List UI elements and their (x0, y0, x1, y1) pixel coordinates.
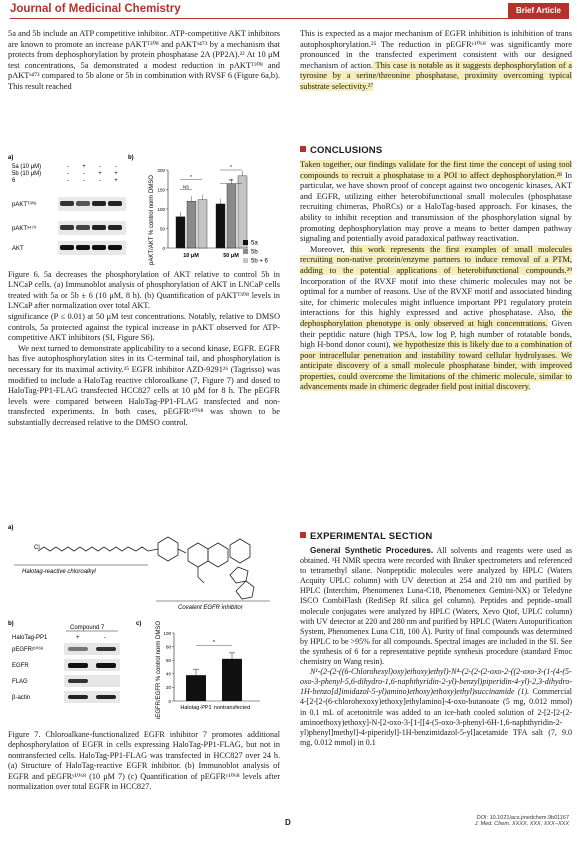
fig6-band (76, 201, 90, 206)
fig6-ylabel: pAKT/AKT % control norm DMSO (149, 175, 155, 265)
fig6-sig-label: ** (229, 178, 233, 185)
fig7-panel-c-label: c) (136, 621, 142, 627)
fig6-y-tick-label: 50 (159, 226, 165, 232)
fig7-y-tick-label: 20 (165, 685, 171, 691)
fig6-group-label: 10 μM (183, 253, 199, 259)
fig6-legend-swatch (243, 240, 248, 245)
doi-link[interactable]: DOI: 10.1021/acs.jmedchem.9b01167 (476, 815, 569, 821)
conclusions-body (300, 160, 572, 393)
figure-7 (8, 521, 280, 719)
article-type-badge: Brief Article (508, 3, 569, 18)
fig6-row-5b: 5b (10 μM) (12, 171, 42, 177)
fig6-bar (216, 204, 225, 248)
fig7-y-tick-label: 60 (165, 658, 171, 663)
footer-citation (475, 815, 569, 827)
fig6-band (76, 245, 90, 250)
fig6-y-tick-label: 200 (157, 167, 165, 173)
fig6-sign: - (83, 171, 85, 177)
conclusions-text: Given their peptidic nature (high TPSA, low log P, high number of rotatable bonds, high H-bond donor count), (300, 318, 572, 350)
fig7-ylabel: pEGFR/EGFR % control norm DMSO (156, 620, 162, 719)
compound-name: N¹-(2-(2-((6-Chlorohexyl)oxy)ethoxy)ethyl)-N⁴-(2-(2-(2-oxo-2-((2-oxo-3-(1-(4-(5-oxo-3-phenyl-5,6-dihydro-1,6-naphthyridin-2-yl)-benzyl)piperidin-4-yl)-2,3-dihydro-1H-benzo[d]imidazol-5-yl)amino)ethoxy)ethoxy)ethyl)succinamide (1). (300, 667, 572, 697)
fig6-legend-swatch (243, 249, 248, 254)
highlight-tyrosine: This case is notable as it suggests dephosphorylation of a tyrosine by a serine/threonine phosphatase, proximity overcoming typical substrate selectivity.²⁷ (300, 60, 572, 91)
fig7-row-label: HaloTag-PP1 (12, 635, 48, 641)
fig6-legend-5b6: 5b + 6 (251, 258, 268, 265)
fig6-sign: - (115, 164, 117, 170)
journal-citation: J. Med. Chem. XXXX, XXX, XXX−XXX (474, 821, 569, 827)
fig7-y-tick-label: 100 (163, 630, 171, 636)
highlight-validate: Taken together, our findings validate for the first time the concept of using tool compounds to recruit a phosphatase to a POI to affect dephosphorylation.²⁸ (300, 160, 572, 180)
paragraph-significance: significance (P ≤ 0.01) at 50 μM test concentrations. Notably, relative to DMSO controls, 5a protected against the typical increase in pAKT observed for ATP-competitive AKT inhibitors (SI, Figure S6). (8, 312, 280, 343)
fig6-sign: + (98, 171, 102, 177)
fig6-band (92, 201, 106, 206)
fig6-legend-5a: 5a (251, 240, 258, 247)
figure-6-caption-text: Figure 6. 5a decreases the phosphorylation of AKT relative to control 5b in LNCaP cells. (a) Immunoblot analysis of phosphorylation of AKT in LNCaP cells treated with 5a or 5b ± 6 (10 μM, 8 h). (b) Quantification of pAKTᵀ³⁰⁸ levels in LNCaP after normalization over total AKT. (8, 270, 280, 311)
fig7-cl-atom: Cl (34, 545, 40, 551)
fig7-row-label: FLAG (12, 679, 28, 685)
fig7-sig-label: * (212, 640, 216, 647)
fig6-band (92, 245, 106, 250)
fig6-legend-5b: 5b (251, 249, 258, 256)
fig6-sign: - (99, 178, 101, 184)
experimental-heading (300, 531, 432, 542)
highlight-hypothesize: we hypothesize this is likely due to a combination of poor intracellular penetration and instability toward cellular hydrolyases. We anticipate discovery of a small molecule phosphatase binder, with improved properties, could overcome the limitations of the chimeric molecule, similar to advancements made in chimeric degrader field post initial discovery. (300, 340, 572, 392)
fig7-chemical-structure (38, 537, 254, 599)
fig7-chloro-label: Halotag-reactive chloroalkyl (22, 569, 96, 575)
fig6-band (108, 245, 122, 250)
fig7-sign: + (76, 635, 80, 641)
fig6-sig-label: NS (182, 184, 190, 190)
fig7-panel-a-label: a) (8, 525, 14, 531)
experimental-body (300, 546, 572, 748)
paragraph-akt-inhibitors: 5a and 5b include an ATP competitive inhibitor. ATP-competitive AKT inhibitors are known to promote an increase pAKTᵀ³⁰⁸ and pAKTˢ⁴⁷³ by a mechanism that protects from dephosphorylation by protein phosphatase 2A (PP2A).²² At 10 μM test concentrations, 5a demonstrated a modest reduction in pAKTᵀ³⁰⁸ and pAKTˢ⁴⁷³ compared to 5b alone or 5b in combination with RVSF 6 (Figure 6a,b). This result reached (8, 29, 280, 91)
fig6-bar (238, 176, 247, 248)
fig7-row-label: pEGFRʸ¹⁰⁶⁸ (12, 647, 44, 653)
fig7-y-tick-label: 40 (165, 671, 171, 677)
fig6-sign: - (67, 178, 69, 184)
fig7-y-tick-label: 80 (165, 644, 171, 650)
fig7-bar (222, 659, 242, 701)
fig7-band (68, 663, 88, 668)
fig7-row-label: β-actin (12, 695, 31, 701)
fig6-band (108, 225, 122, 230)
left-body-paragraphs (8, 312, 280, 429)
conclusions-heading-text: CONCLUSIONS (310, 145, 383, 156)
conclusions-text: Moreover, (310, 244, 351, 254)
fig6-band (108, 201, 122, 206)
compound-text: Commercial 4-[2-[2-(6-chlorohexoxy)ethoxy]ethylamino]-4-oxo-butanoate (5 mg, 0.012 mmol) in 0.1 mL of acetonitrile was added to an ice-bath cooled solution of 2-[2-[2-(2-aminoethoxy)ethoxy]-N-[2-oxo-3-[1-[[4-(5-oxo-3-phenyl-6H-1,6-naphthyridin-2-yl)phenyl]methyl]-4-piperidyl]-1H-benzimidazol-5-yl]acetamide TFA salt (7, 9.0 mg, 0.012 mmol) in 0.1 (300, 687, 572, 747)
conclusions-heading (300, 145, 382, 156)
fig6-band (92, 225, 106, 230)
fig6-sig-label: * (230, 165, 232, 171)
fig6-sig-label: * (190, 174, 192, 181)
fig6-band-label: pAKTˢ⁴⁷³ (12, 226, 36, 232)
fig7-bar (186, 675, 206, 701)
right-intro-paragraph (300, 29, 572, 93)
fig7-sign: - (104, 635, 106, 641)
conclusions-text: In particular, we have shown proof of concept against two oncogenic kinases, AKT and EGFR, utilizing either heterobifunctional small molecules (phosphatase recruiting chimeras, PhoRCs) or a HaloTag-based approach. (300, 170, 572, 212)
highlight-first-examples: this work represents the first examples of small molecules recruiting non-native protein/enzyme partners to induce removal of a PTM, adding to the potential applications of heterobifunctional compounds.²⁹ (300, 244, 573, 275)
fig7-category-label: nontransfected (213, 705, 251, 711)
conclusions-text: For kinases, the ability to inhibit reception and transmission of the phosphorylation signal by promoting dephosphorylation may prove a means to better dampen pathway signaling and potentially avoid paradoxical pathway reactivation. (300, 202, 572, 244)
conclusions-text: Incorporation of the RVXF motif into these chimeric molecules may not be optimal for a number of reasons. Use of the RVXF motif and associated binding site, for chimeric molecules might influence important PP1 regulatory protein interactions for this highly expressed and active phosphatase. Also, (300, 276, 572, 318)
fig6-bar (227, 184, 236, 248)
fig7-y-tick-label: 0 (168, 698, 171, 704)
fig7-egfr-label: Covalent EGFR inhibitor (178, 605, 243, 611)
experimental-heading-text: EXPERIMENTAL SECTION (310, 531, 433, 542)
fig6-y-tick-label: 100 (157, 206, 165, 212)
fig6-panel-a-label: a) (8, 155, 14, 161)
fig6-sign: + (114, 178, 118, 184)
fig6-band-label: AKT (12, 246, 24, 252)
fig6-sign: - (67, 171, 69, 177)
fig6-band (60, 225, 74, 230)
figure-6-graphic (8, 150, 280, 268)
fig6-band-label: pAKTᵀ³⁰⁸ (12, 202, 37, 208)
gsp-title: General Synthetic Procedures. (310, 546, 434, 555)
fig6-bar (187, 201, 196, 248)
fig6-bar-chart (157, 165, 248, 259)
fig6-sign: - (99, 164, 101, 170)
highlight-concentrations: the dephosphorylation phenotype is only observed at high concentrations. (300, 308, 572, 328)
gsp-text: All solvents and reagents were used as obtained. ¹H NMR spectra were recorded with Bruker spectrometers and referenced to tetramethyl silane. Nonpeptidic molecules were analyzed by HPLC (Waters Acquity UPLC column) with UV detection at 254 and 210 nm and purified by HPLC (Interchim, Phenomenex Luna-C18, Phenomenex Gemini-NX) or Teledyne ISCO CombiFlash (RediSep Rf silica gel column). Peptides and peptide–small molecule conjugates were analyzed by HPLC (Waters, Xevo Qtof, UPLC column) with UV detector at 220 and 280 nm and purified by HPLC (Waters Autopurification System, Phenomenex Luna C18, 100 Å). Purity of final compounds was determined by HPLC to be >95% for all compounds. Spectral images are included in the SI. See the synthesis of 6 for a representative peptide synthesis procedure (standard Fmoc chemistry on Wang resin). (300, 546, 573, 667)
figure-7-caption (8, 730, 280, 792)
fig7-band (96, 663, 116, 668)
fig7-category-label: Halotag-PP1 (180, 705, 212, 711)
fig7-bar-chart (163, 631, 260, 711)
fig6-band (76, 225, 90, 230)
fig6-y-tick-label: 150 (157, 187, 165, 193)
page-number: D (285, 818, 291, 827)
fig7-band (68, 647, 88, 651)
fig7-band (96, 647, 116, 651)
fig6-sign: + (114, 171, 118, 177)
figure-7-caption-text: Figure 7. Chloroalkane-functionalized EGFR inhibitor 7 promotes additional dephosphorylation of EGFR in cells expressing HaloTag-PP1-FLAG, but not in nontransfected cells. HaloTag-PP1-FLAG was transfected in HCC827 over 24 h. (a) Structure of HaloTag-reactive EGFR inhibitor. (b) Immunoblot analysis of EGFR and pEGFRʸ¹⁰⁶⁸ (10 μM 7) (c) Quantification of pEGFRʸ¹⁰⁶⁸ levels after normalization over total EGFR in HCC827. (8, 730, 280, 792)
fig7-row-label: EGFR (12, 663, 29, 669)
fig6-band (60, 245, 74, 250)
header-rule (10, 18, 569, 19)
fig6-legend-swatch (243, 258, 248, 263)
left-intro-paragraph (8, 29, 280, 93)
fig7-band (68, 695, 88, 699)
fig6-sign: - (67, 164, 69, 170)
section-square-icon (300, 532, 306, 538)
figure-6 (8, 150, 280, 268)
fig6-bar (198, 200, 207, 248)
fig6-band (60, 201, 74, 206)
fig6-y-tick-label: 0 (162, 245, 165, 251)
paragraph-egfr-mechanism: This is expected as a major mechanism of EGFR inhibition is inhibition of trans autophosphorylation.²⁵ The reduction in pEGFRʸ¹⁰⁶⁸ was significantly more pronounced in the transfected experiment consistent with our designed mechanism of action. (300, 29, 572, 70)
figure-7-graphic (8, 521, 280, 719)
fig7-panel-b-label: b) (8, 621, 14, 627)
fig6-group-label: 50 μM (223, 253, 239, 259)
journal-title: Journal of Medicinal Chemistry (10, 3, 181, 15)
fig7-band (96, 695, 116, 699)
fig6-row-5a: 5a (10 μM) (12, 164, 42, 170)
figure-6-caption (8, 270, 280, 312)
fig6-sign: + (82, 164, 86, 170)
fig6-panel-b-label: b) (128, 155, 134, 161)
fig7-band (68, 679, 88, 683)
page-header (0, 0, 579, 21)
section-square-icon (300, 146, 306, 152)
fig6-sign: - (83, 178, 85, 184)
fig6-bar (176, 217, 185, 248)
fig7-compound-label: Compound 7 (70, 625, 105, 631)
fig6-row-6: 6 (12, 178, 16, 184)
paragraph-egfr: We next turned to demonstrate applicability to a second kinase, EGFR. EGFR has five autophosphorylation sites in its C-terminal tail, and phosphorylation is necessary for its maximal activity.²⁵ EGFR inhibitor AZD-9291²⁶ (Tagrisso) was modified to include a HaloTag reactive chloroalkane (7, Figure 7) and dosed to HaloTag-PP1-FLAG transfected HCC827 cells at 10 μM for 8 h. The pEGFR levels were compared between HaloTag-PP1-FLAG transfected and non-transfected experiments. In both cases, pEGFRʸ¹⁰⁶⁸ was shown to be substantially decreased relative to the DMSO control. (8, 343, 280, 427)
